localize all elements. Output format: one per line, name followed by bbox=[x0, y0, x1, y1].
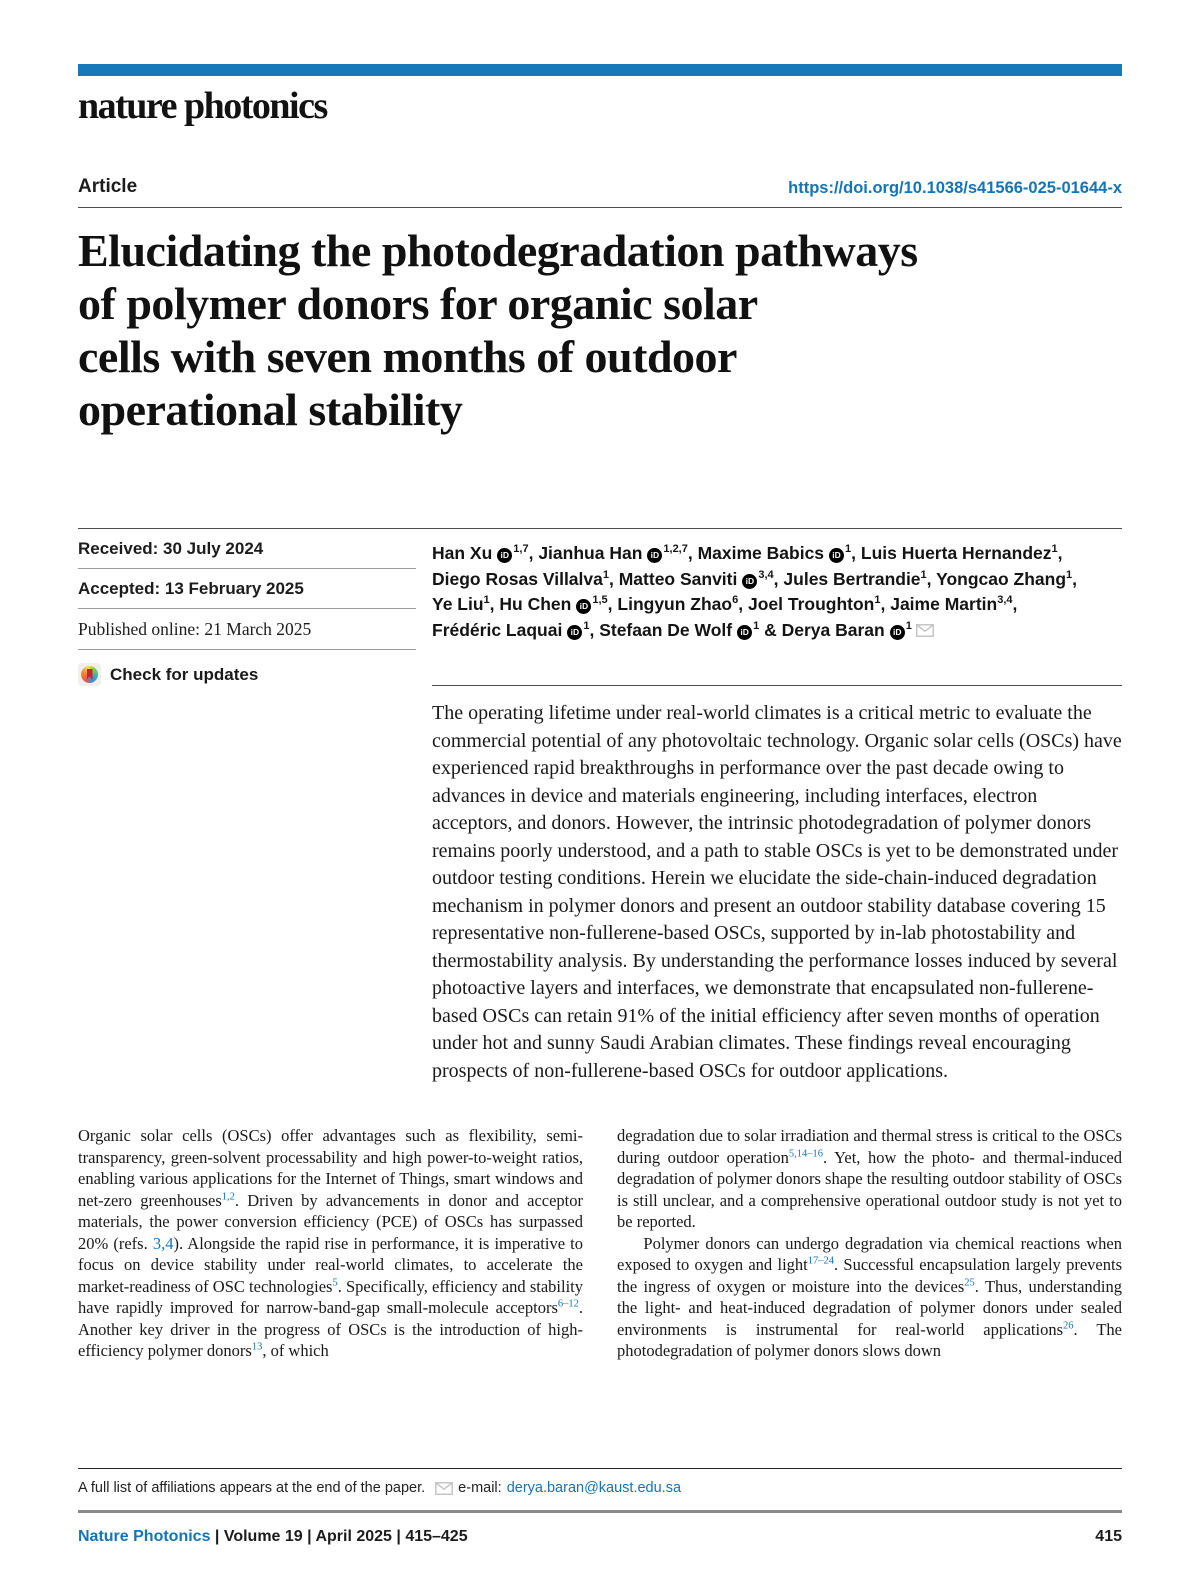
reference-link[interactable]: 3,4 bbox=[152, 1233, 174, 1253]
affiliation-superscript: 3,4 bbox=[758, 568, 774, 581]
orcid-icon[interactable]: iD bbox=[829, 548, 844, 563]
orcid-icon[interactable]: iD bbox=[567, 625, 582, 640]
intro-column-left bbox=[78, 1125, 583, 1362]
envelope-icon bbox=[435, 1482, 453, 1495]
affiliation-superscript: 6 bbox=[732, 594, 739, 607]
author-name: Jianhua Han bbox=[538, 543, 643, 563]
reference-superscript[interactable]: 5,14–16 bbox=[788, 1148, 824, 1159]
authors-and-abstract bbox=[432, 529, 1122, 1085]
author-name: Derya Baran bbox=[781, 619, 885, 640]
author-name: Hu Chen bbox=[499, 594, 572, 614]
affiliation-superscript: 1 bbox=[753, 619, 760, 632]
reference-superscript[interactable]: 6–12 bbox=[557, 1298, 579, 1310]
email-link[interactable]: derya.baran@kaust.edu.sa bbox=[506, 1480, 682, 1496]
orcid-icon[interactable]: iD bbox=[497, 548, 512, 563]
affiliation-superscript: 1 bbox=[1066, 568, 1073, 581]
author-name: Diego Rosas Villalva bbox=[432, 568, 603, 589]
author-name: Ye Liu bbox=[432, 594, 484, 614]
article-title: Elucidating the photodegradation pathways of polymer donors for organic solar cells with seven months of outdoor operational stability bbox=[78, 225, 918, 435]
orcid-icon[interactable]: iD bbox=[742, 574, 757, 589]
orcid-icon[interactable]: iD bbox=[890, 625, 905, 640]
author-name: Lingyun Zhao bbox=[617, 594, 733, 614]
author-name: Han Xu bbox=[432, 543, 493, 563]
orcid-icon[interactable]: iD bbox=[576, 599, 591, 614]
author-name: Yongcao Zhang bbox=[936, 568, 1067, 589]
author-name: Luis Huerta Hernandez bbox=[860, 543, 1052, 563]
affiliation-superscript: 1 bbox=[583, 619, 590, 632]
journal-logo: nature photonics bbox=[78, 85, 327, 127]
article-history-panel bbox=[78, 529, 416, 1085]
affiliation-superscript: 1 bbox=[874, 594, 881, 607]
article-type-label: Article bbox=[78, 176, 138, 197]
received-date: Received: 30 July 2024 bbox=[78, 529, 416, 569]
author-line: Frédéric Laquai iD $^1$, Stefaan De Wolf iD $^1$ & Derya Baran iD $^1$ bbox=[432, 618, 1122, 644]
check-for-updates-button[interactable] bbox=[78, 663, 416, 686]
masthead-accent-bar bbox=[78, 64, 1122, 76]
page-footer bbox=[78, 1468, 1122, 1546]
author-name: Jules Bertrandie bbox=[783, 568, 921, 589]
reference-superscript[interactable]: 25 bbox=[964, 1277, 975, 1288]
affiliation-superscript: 1,7 bbox=[513, 543, 529, 556]
journal-citation bbox=[78, 1528, 468, 1546]
orcid-icon[interactable]: iD bbox=[737, 625, 752, 640]
published-date: Published online: 21 March 2025 bbox=[78, 609, 416, 650]
affiliation-superscript: 1,2,7 bbox=[663, 543, 688, 556]
affiliation-superscript: 1 bbox=[905, 619, 912, 632]
abstract-text: The operating lifetime under real-world climates is a critical metric to evaluate the commercial potential of any photovoltaic technology. Organic solar cells (OSCs) have experienced rapid breakthroughs in performance over the past decade owing to advances in device and materials engineering, including interfaces, electron acceptors, and donors. However, the intrinsic photodegradation of polymer donors remains poorly understood, and a path to stable OSCs is yet to be demonstrated under outdoor testing conditions. Herein we elucidate the side-chain-induced degradation mechanism in polymer donors and present an outdoor stability database covering 15 representative non-fullerene-based OSCs, supported by in-lab photostability and thermostability analysis. By understanding the performance losses induced by several photoactive layers and interfaces, we demonstrate that encapsulated non-fullerene-based OSCs can retain 91% of the initial efficiency after seven months of operation under hot and sunny Saudi Arabian climates. These findings reveal encouraging prospects of non-fullerene-based OSCs for outdoor applications. bbox=[432, 702, 1122, 1082]
reference-superscript[interactable]: 17–24 bbox=[807, 1255, 834, 1267]
journal-citation-line bbox=[78, 1528, 1122, 1546]
journal-name: Nature Photonics bbox=[78, 1528, 211, 1545]
affiliation-superscript: 1,5 bbox=[592, 594, 608, 607]
intro-column-right bbox=[617, 1125, 1122, 1362]
author-name: Matteo Sanviti bbox=[618, 568, 738, 589]
affiliation-superscript: 1 bbox=[483, 594, 490, 607]
affiliation-superscript: 1 bbox=[1051, 543, 1058, 556]
abstract-divider bbox=[432, 685, 1122, 686]
check-for-updates-label: Check for updates bbox=[110, 664, 259, 684]
intro-paragraph-right-2: Polymer donors can undergo degradation via chemical reactions when exposed to oxygen and light$^{17-24}$. Successful encapsulation largely prevents the ingress of oxygen or moisture into the devices$^{25}$. Thus, understanding the light- and heat-induced degradation of polymer donors under sealed environments is instrumental for real-world applications$^{26}$. The photodegradation of polymer donors slows down bbox=[617, 1233, 1122, 1360]
author-line: Han Xu iD $^{1,7}$, Jianhua Han iD $^{1,2,7}$, Maxime Babics iD $^1$, Luis Huerta Hernandez$^1$, bbox=[432, 543, 1063, 563]
intro-paragraph-left: Organic solar cells (OSCs) offer advantages such as flexibility, semi-transparency, green-solvent processability and high power-to-weight ratios, enabling various applications for the Internet of Things, smart windows and net-zero greenhouses$^{1,2}$. Driven by advancements in donor and acceptor materials, the power conversion efficiency (PCE) of OSCs has surpassed 20% (refs. 3,4). Alongside the rapid rise in performance, it is imperative to focus on device stability under real-world climates, to accelerate the market-readiness of OSC technologies$^5$. Specifically, efficiency and stability have rapidly improved for narrow-band-gap small-molecule acceptors$^{6-12}$. Another key driver in the progress of OSCs is the introduction of high-efficiency polymer donors$^{13}$, of which bbox=[78, 1126, 584, 1360]
affiliation-superscript: 3,4 bbox=[997, 594, 1013, 607]
author-name: Joel Troughton bbox=[747, 594, 875, 614]
affiliations-footnote bbox=[78, 1480, 1122, 1496]
author-name: Maxime Babics bbox=[697, 543, 825, 563]
meta-section bbox=[78, 528, 1122, 1085]
intro-paragraph-right-1: degradation due to solar irradiation and thermal stress is critical to the OSCs during outdoor operation$^{5,14-16}$. Yet, how the photo- and thermal-induced degradation of polymer donors shape the resulting outdoor stability of OSCs is still unclear, and a comprehensive operational outdoor study is not yet to be reported. bbox=[617, 1126, 1123, 1231]
reference-superscript[interactable]: 5 bbox=[332, 1277, 338, 1288]
affiliation-superscript: 1 bbox=[920, 568, 927, 581]
author-line: Diego Rosas Villalva$^1$, Matteo Sanviti iD $^{3,4}$, Jules Bertrandie$^1$, Yongcao Zhang$^1$, bbox=[432, 568, 1078, 589]
affiliations-note: A full list of affiliations appears at the end of the paper. bbox=[78, 1480, 426, 1496]
introduction-columns bbox=[78, 1125, 1122, 1362]
affiliation-superscript: 1 bbox=[602, 568, 609, 581]
footnote-divider bbox=[78, 1468, 1122, 1469]
reference-superscript[interactable]: 26 bbox=[1063, 1320, 1074, 1331]
author-list bbox=[432, 541, 1122, 643]
author-name: Stefaan De Wolf bbox=[599, 619, 733, 640]
accepted-date: Accepted: 13 February 2025 bbox=[78, 569, 416, 609]
doi-link[interactable]: https://doi.org/10.1038/s41566-025-01644-x bbox=[788, 179, 1122, 197]
header-divider bbox=[78, 207, 1122, 208]
email-label: e-mail: bbox=[458, 1480, 502, 1496]
footer-thick-divider bbox=[78, 1510, 1122, 1513]
orcid-icon[interactable]: iD bbox=[647, 548, 662, 563]
author-name: Jaime Martin bbox=[890, 594, 998, 614]
page-number: 415 bbox=[1095, 1528, 1122, 1545]
crossmark-icon bbox=[78, 663, 101, 686]
issue-info: | Volume 19 | April 2025 | 415–425 bbox=[214, 1528, 468, 1545]
envelope-icon[interactable] bbox=[916, 624, 934, 637]
article-header-row bbox=[78, 176, 1122, 198]
reference-superscript[interactable]: 1,2 bbox=[221, 1191, 235, 1202]
author-name: Frédéric Laquai bbox=[432, 619, 563, 640]
affiliation-superscript: 1 bbox=[845, 543, 852, 556]
reference-superscript[interactable]: 13 bbox=[251, 1341, 263, 1353]
author-line: Ye Liu$^1$, Hu Chen iD $^{1,5}$, Lingyun Zhao$^6$, Joel Troughton$^1$, Jaime Martin$^{3,4}$, bbox=[432, 594, 1018, 614]
